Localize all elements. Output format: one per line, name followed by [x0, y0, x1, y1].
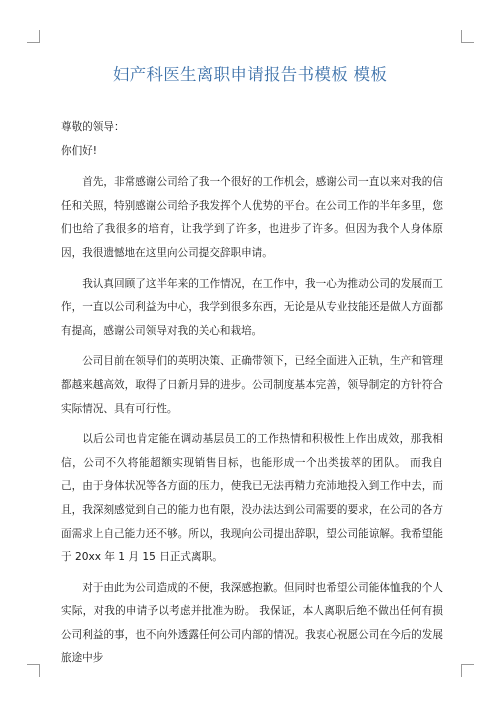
paragraph-2: 我认真回顾了这半年来的工作情况，在工作中，我一心为推动公司的发展而工作，一直以公司利益为中心，我学到很多东西，无论是从专业技能还是做人方面都有提高，感谢公司领导对我的关心和栽培。	[61, 277, 443, 337]
paragraph-3: 公司目前在领导们的英明决策、正确带领下，已经全面进入正轨，生产和管理都越来越高效，取得了日新月异的进步。公司制度基本完善，领导制定的方针符合实际情况、具有可行性。	[61, 355, 443, 415]
crop-mark-top-left	[27, 30, 40, 43]
crop-mark-top-right	[461, 30, 474, 43]
crop-mark-bottom-left	[27, 664, 40, 677]
crop-mark-bottom-right	[461, 664, 474, 677]
document-body	[61, 116, 443, 678]
salutation: 尊敬的领导：	[61, 121, 125, 133]
paragraph-4: 以后公司也肯定能在调动基层员工的工作热情和积极性上作出成效，那我相信，公司不久将能超额实现销售目标，也能形成一个出类拔萃的团队。 而我自己，由于身体状况等各方面的压力，使我已无法再精力充沛地投入到工作中去，而且，我深刻感觉到自己的能力也有限，没办法达到公司需要的要求，在公司的各方面需求上自己能力还不够。所以，我现向公司提出辞职，望公司能谅解。我希望能于 20xx 年 1 月 15 日正式离职。	[61, 433, 443, 564]
paragraph-1: 首先，非常感谢公司给了我一个很好的工作机会，感谢公司一直以来对我的信任和关照，特别感谢公司给予我发挥个人优势的平台。在公司工作的半年多里，您们也给了我很多的培育，让我学到了许多，也进步了许多。但因为我个人身体原因，我很遗憾地在这里向公司提交辞职申请。	[61, 176, 443, 259]
document-title: 妇产科医生离职申请报告书模板 模板	[112, 65, 388, 84]
greeting: 你们好!	[61, 144, 98, 157]
paragraph-5: 对于由此为公司造成的不便，我深感抱歉。但同时也希望公司能体恤我的个人实际，对我的申请予以考虑并批准为盼。 我保证，本人离职后绝不做出任何有损公司利益的事，也不向外透露任何公司内部的情况。我衷心祝愿公司在今后的发展旅途中步	[61, 581, 443, 665]
